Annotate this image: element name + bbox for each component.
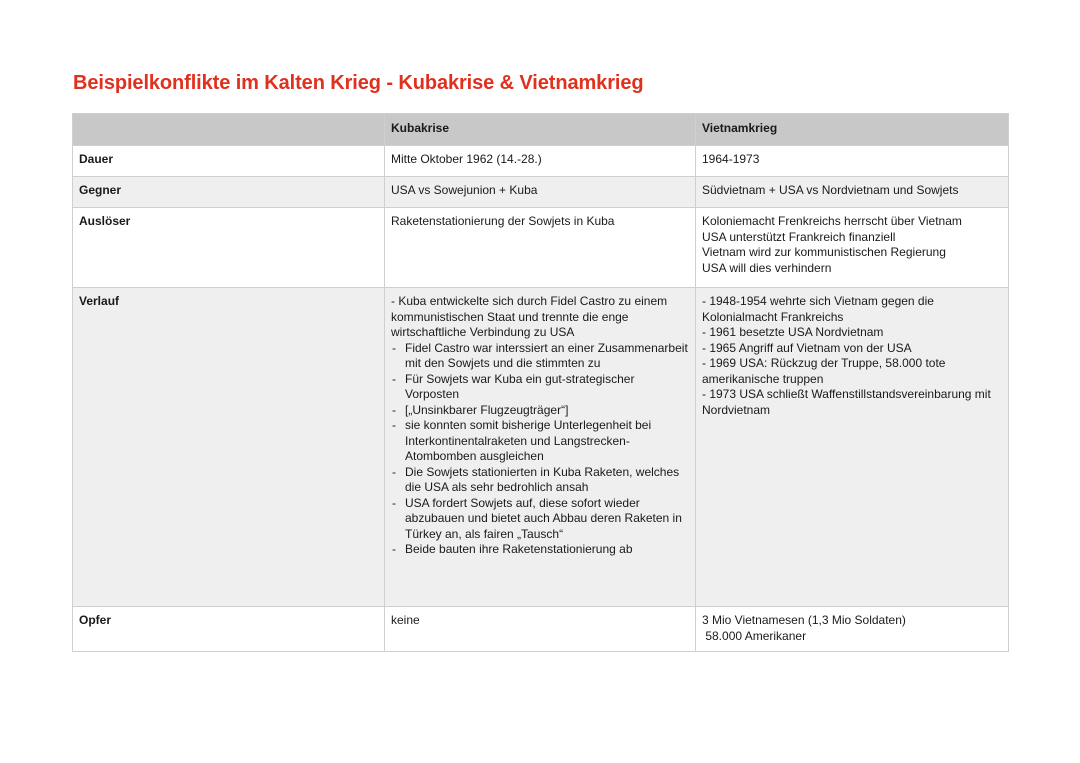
list-item: - Die Sowjets stationierten in Kuba Raketen, welches die USA als sehr bedrohlich ansah [391, 465, 689, 496]
text-line: - 1969 USA: Rückzug der Truppe, 58.000 tote amerikanische truppen [702, 356, 946, 386]
text-line: - 1965 Angriff auf Vietnam von der USA [702, 340, 912, 355]
list-item: - sie konnten somit bisherige Unterlegenheit bei Interkontinentalraketen und Langstrecken-Atombomben ausgleichen [391, 418, 689, 465]
row-label-gegner: Gegner [73, 177, 385, 208]
text-line: USA will dies verhindern [702, 260, 832, 275]
list-item: - Fidel Castro war interssiert an einer Zusammenarbeit mit den Sowjets und die stimmten zu [391, 341, 689, 372]
row-label-opfer: Opfer [73, 607, 385, 652]
text-line: - 1961 besetzte USA Nordvietnam [702, 325, 884, 339]
cell-ausloeser-kuba: Raketenstationierung der Sowjets in Kuba [385, 208, 696, 288]
text-line: USA unterstützt Frankreich finanziell [702, 229, 896, 244]
cell-dauer-vietnam: 1964-1973 [696, 146, 1009, 177]
header-kubakrise: Kubakrise [385, 114, 696, 146]
cell-ausloeser-vietnam [696, 208, 1009, 288]
header-vietnamkrieg: Vietnamkrieg [696, 114, 1009, 146]
list-item: - Beide bauten ihre Raketenstationierung ab [391, 542, 689, 558]
table-row-verlauf [73, 288, 1009, 607]
text-line: 58.000 Amerikaner [702, 628, 807, 643]
cell-opfer-kuba: keine [385, 607, 696, 652]
cell-verlauf-vietnam [696, 288, 1009, 607]
table-row-ausloeser [73, 208, 1009, 288]
cell-gegner-kuba: USA vs Sowejunion + Kuba [385, 177, 696, 208]
table-row-gegner [73, 177, 1009, 208]
row-label-ausloeser: Auslöser [73, 208, 385, 288]
cell-opfer-vietnam [696, 607, 1009, 652]
text-line: Koloniemacht Frenkreichs herrscht über Vietnam [702, 214, 962, 228]
text-line: - 1948-1954 wehrte sich Vietnam gegen die Kolonialmacht Frankreichs [702, 294, 934, 324]
table-header-row [73, 114, 1009, 146]
text-line: - 1973 USA schließt Waffenstillstandsvereinbarung mit Nordvietnam [702, 387, 991, 417]
table-row-opfer [73, 607, 1009, 652]
verlauf-kuba-list [391, 341, 689, 558]
row-label-verlauf: Verlauf [73, 288, 385, 607]
row-label-dauer: Dauer [73, 146, 385, 177]
text-line: Vietnam wird zur kommunistischen Regierung [702, 245, 946, 259]
cell-verlauf-kuba [385, 288, 696, 607]
cell-gegner-vietnam: Südvietnam + USA vs Nordvietnam und Sowjets [696, 177, 1009, 208]
table-row-dauer [73, 146, 1009, 177]
page-title: Beispielkonflikte im Kalten Krieg - Kubakrise & Vietnamkrieg [73, 72, 644, 94]
comparison-table [72, 113, 1009, 652]
list-item: - [„Unsinkbarer Flugzeugträger“] [391, 403, 689, 419]
cell-dauer-kuba: Mitte Oktober 1962 (14.-28.) [385, 146, 696, 177]
list-item: - Für Sowjets war Kuba ein gut-strategischer Vorposten [391, 372, 689, 403]
header-empty-cell [73, 114, 385, 146]
verlauf-kuba-intro: - Kuba entwickelte sich durch Fidel Castro zu einem kommunistischen Staat und trennte die enge wirtschaftliche Verbindung zu USA [391, 294, 668, 339]
list-item: - USA fordert Sowjets auf, diese sofort wieder abzubauen und bietet auch Abbau deren Raketen in Türkey an, als fairen „Tausch“ [391, 496, 689, 543]
text-line: 3 Mio Vietnamesen (1,3 Mio Soldaten) [702, 613, 906, 627]
